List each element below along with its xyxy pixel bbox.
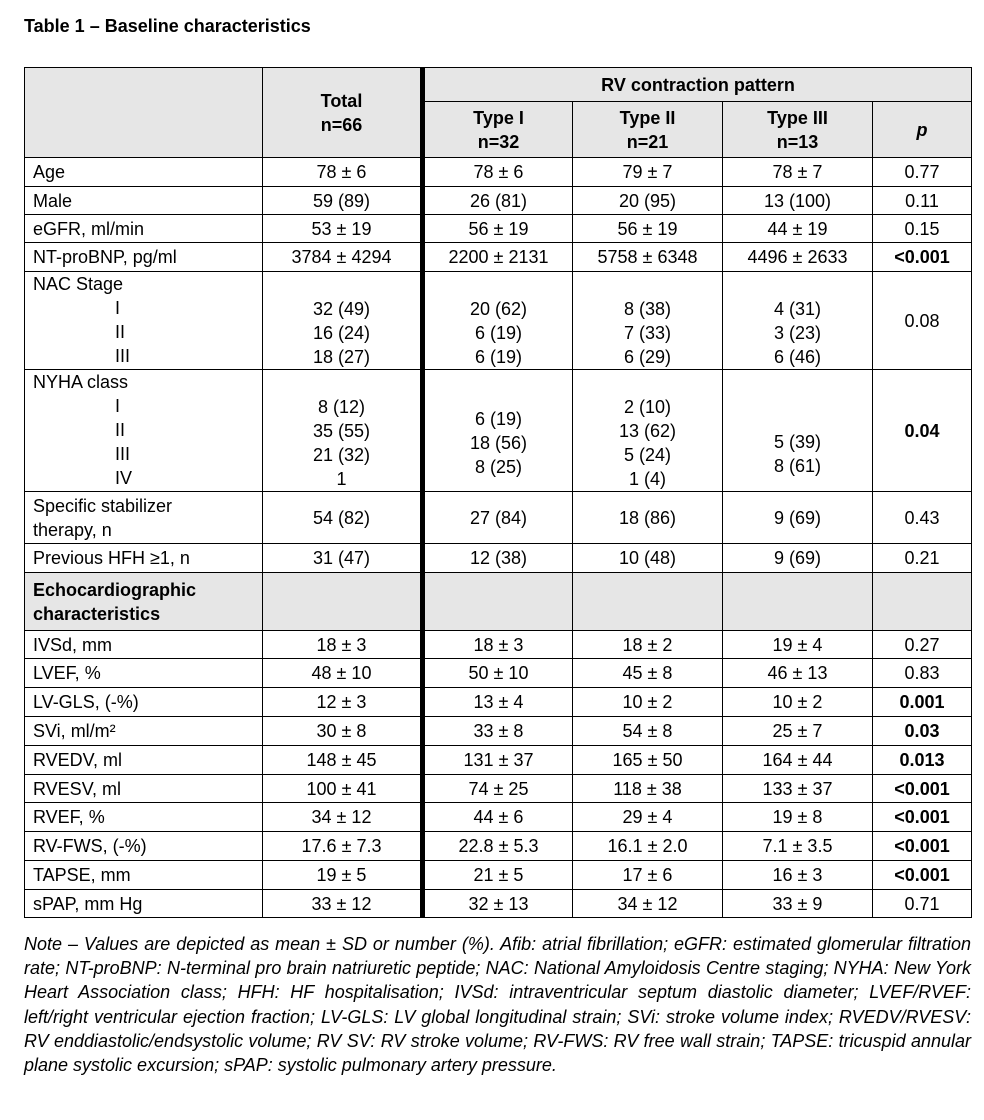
table-row (25, 688, 972, 717)
cell-type1: 12 (38) (423, 544, 573, 573)
cell-p: 0.83 (873, 659, 972, 688)
row-label: IVSd, mm (25, 631, 263, 659)
cell-total: 148 ± 45 (263, 746, 423, 775)
cell-type1: 2200 ± 2131 (423, 243, 573, 272)
row-label: Male (25, 187, 263, 215)
row-label-nac (25, 272, 263, 370)
table-row (25, 775, 972, 803)
cell-type1: 78 ± 6 (423, 158, 573, 187)
cell-type2: 10 (48) (573, 544, 723, 573)
cell-type3: 33 ± 9 (723, 890, 873, 918)
cell-total: 31 (47) (263, 544, 423, 573)
section-empty-cell (873, 573, 972, 631)
cell-p: 0.43 (873, 492, 972, 544)
cell-type3: 19 ± 4 (723, 631, 873, 659)
cell-type2: 5758 ± 6348 (573, 243, 723, 272)
cell-type1: 18 ± 3 (423, 631, 573, 659)
cell-p: 0.71 (873, 890, 972, 918)
cell-type3: 133 ± 37 (723, 775, 873, 803)
table-row (25, 215, 972, 243)
cell-value: 8 (61) (773, 455, 822, 476)
cell-total: 30 ± 8 (263, 717, 423, 746)
cell-type3: 9 (69) (723, 492, 873, 544)
cell-total: 33 ± 12 (263, 890, 423, 918)
cell-type2: 54 ± 8 (573, 717, 723, 746)
table-row (25, 544, 972, 573)
cell-value: 6 (19) (474, 347, 523, 367)
cell-value: 2 (10) (623, 397, 672, 417)
cell-value: 16 (24) (312, 323, 371, 343)
cell-type3: 10 ± 2 (723, 688, 873, 717)
cell-p: 0.04 (873, 370, 972, 492)
cell-total: 53 ± 19 (263, 215, 423, 243)
cell-type1: 50 ± 10 (423, 659, 573, 688)
cell-type1: 74 ± 25 (423, 775, 573, 803)
header-p: p (873, 102, 972, 158)
baseline-table (24, 67, 972, 918)
cell-value: 18 (27) (312, 347, 371, 367)
section-empty-cell (723, 573, 873, 631)
cell-type1: 13 ± 4 (423, 688, 573, 717)
cell-value: 6 (19) (474, 323, 523, 343)
table-row (25, 717, 972, 746)
cell-total: 12 ± 3 (263, 688, 423, 717)
cell-total: 59 (89) (263, 187, 423, 215)
cell-value: 6 (19) (474, 408, 523, 429)
row-label: RVEDV, ml (25, 746, 263, 775)
cell-p: <0.001 (873, 861, 972, 890)
cell-p: <0.001 (873, 803, 972, 832)
table-row (25, 832, 972, 861)
cell-p: <0.001 (873, 832, 972, 861)
cell-value: 4 (31) (773, 299, 822, 319)
cell-type2: 118 ± 38 (573, 775, 723, 803)
table-row (25, 803, 972, 832)
nyha-sub: IV (115, 468, 133, 488)
row-label: LV-GLS, (-%) (25, 688, 263, 717)
cell-value: 13 (62) (618, 421, 677, 441)
table-row (25, 492, 972, 544)
cell-total (263, 370, 423, 492)
cell-p: 0.013 (873, 746, 972, 775)
cell-type2: 79 ± 7 (573, 158, 723, 187)
cell-type1: 26 (81) (423, 187, 573, 215)
cell-type3: 7.1 ± 3.5 (723, 832, 873, 861)
row-label-nyha (25, 370, 263, 492)
nac-sub: II (115, 322, 126, 342)
cell-p: 0.77 (873, 158, 972, 187)
cell-p: 0.03 (873, 717, 972, 746)
cell-type2: 20 (95) (573, 187, 723, 215)
cell-type2: 56 ± 19 (573, 215, 723, 243)
table-footnote: Note – Values are depicted as mean ± SD or number (%). Afib: atrial fibrillation; eGFR: estimated glomerular filtration rate; NT-proBNP: N-terminal pro brain natriuretic peptide; NAC: National Amyloidosis Centre staging; NYHA: New York Heart Association class; HFH: HF hospitalisation; IVSd: intraventricular septum diastolic diameter; LVEF/RVEF: left/right ventricular ejection fraction; LV-GLS: LV global longitudinal strain; SVi: stroke volume index; RVEDV/RVESV: RV enddiastolic/endsystolic volume; RV SV: RV stroke volume; RV-FWS: RV free wall strain; TAPSE: tricuspid annular plane systolic excursion; sPAP: systolic pulmonary artery pressure. (24, 934, 971, 1076)
nac-label: NAC Stage (33, 274, 124, 294)
table-row (25, 890, 972, 918)
cell-total: 34 ± 12 (263, 803, 423, 832)
cell-type1: 27 (84) (423, 492, 573, 544)
row-label: Age (25, 158, 263, 187)
cell-value: 1 (336, 469, 347, 489)
cell-type3 (723, 272, 873, 370)
section-empty-cell (263, 573, 423, 631)
cell-total: 19 ± 5 (263, 861, 423, 890)
cell-p: <0.001 (873, 243, 972, 272)
cell-total: 48 ± 10 (263, 659, 423, 688)
cell-p: 0.08 (873, 272, 972, 370)
section-label-line: characteristics (33, 603, 161, 624)
cell-value: 6 (46) (773, 347, 822, 367)
nac-sub: III (115, 346, 131, 366)
cell-p: 0.27 (873, 631, 972, 659)
cell-type3 (723, 370, 873, 492)
cell-type2: 18 ± 2 (573, 631, 723, 659)
table-row-nac (25, 272, 972, 370)
row-label: eGFR, ml/min (25, 215, 263, 243)
cell-value: 18 (56) (469, 432, 528, 453)
row-label: RVEF, % (25, 803, 263, 832)
header-type2-n: n=21 (626, 131, 669, 152)
row-label: Previous HFH ≥1, n (25, 544, 263, 573)
cell-p: 0.15 (873, 215, 972, 243)
cell-value: 8 (25) (474, 456, 523, 477)
cell-type3: 9 (69) (723, 544, 873, 573)
section-header-echo (25, 573, 972, 631)
cell-type1 (423, 272, 573, 370)
section-label (25, 573, 263, 631)
nyha-sub: I (115, 396, 121, 416)
row-label: RVESV, ml (25, 775, 263, 803)
cell-total: 54 (82) (263, 492, 423, 544)
cell-type2: 34 ± 12 (573, 890, 723, 918)
cell-total: 3784 ± 4294 (263, 243, 423, 272)
row-label: sPAP, mm Hg (25, 890, 263, 918)
nac-sub: I (115, 298, 121, 318)
cell-type1: 21 ± 5 (423, 861, 573, 890)
cell-type2: 165 ± 50 (573, 746, 723, 775)
table-row (25, 861, 972, 890)
section-empty-cell (423, 573, 573, 631)
cell-type1: 22.8 ± 5.3 (423, 832, 573, 861)
table-row (25, 746, 972, 775)
row-label (25, 492, 263, 544)
cell-type2: 10 ± 2 (573, 688, 723, 717)
header-type2 (573, 102, 723, 158)
cell-type2: 17 ± 6 (573, 861, 723, 890)
table-row (25, 659, 972, 688)
cell-type3: 4496 ± 2633 (723, 243, 873, 272)
header-total-n: n=66 (320, 114, 363, 135)
cell-type1: 33 ± 8 (423, 717, 573, 746)
nyha-sub: III (115, 444, 131, 464)
cell-type3: 44 ± 19 (723, 215, 873, 243)
cell-total: 78 ± 6 (263, 158, 423, 187)
cell-type1: 32 ± 13 (423, 890, 573, 918)
header-group: RV contraction pattern (423, 68, 972, 102)
cell-value: 20 (62) (469, 299, 528, 319)
nyha-sub: II (115, 420, 126, 440)
cell-type2: 29 ± 4 (573, 803, 723, 832)
cell-total: 18 ± 3 (263, 631, 423, 659)
row-label: SVi, ml/m² (25, 717, 263, 746)
cell-type3: 19 ± 8 (723, 803, 873, 832)
cell-p: <0.001 (873, 775, 972, 803)
cell-type2 (573, 370, 723, 492)
cell-type1: 131 ± 37 (423, 746, 573, 775)
cell-type3: 78 ± 7 (723, 158, 873, 187)
header-type2-label: Type II (619, 107, 676, 128)
cell-value: 7 (33) (623, 323, 672, 343)
header-type1 (423, 102, 573, 158)
cell-p: 0.21 (873, 544, 972, 573)
cell-type3: 25 ± 7 (723, 717, 873, 746)
cell-value: 1 (4) (628, 469, 666, 489)
cell-total: 17.6 ± 7.3 (263, 832, 423, 861)
table-row (25, 243, 972, 272)
cell-type2 (573, 272, 723, 370)
row-label: RV-FWS, (-%) (25, 832, 263, 861)
header-type1-label: Type I (473, 107, 524, 128)
cell-value: 35 (55) (312, 421, 371, 441)
table-row (25, 187, 972, 215)
row-label: NT-proBNP, pg/ml (25, 243, 263, 272)
cell-value: 5 (24) (623, 445, 672, 465)
header-empty-cell (25, 68, 263, 158)
cell-total (263, 272, 423, 370)
header-total (263, 68, 423, 158)
section-label-line: Echocardiographic (33, 579, 197, 600)
cell-type3: 46 ± 13 (723, 659, 873, 688)
section-empty-cell (573, 573, 723, 631)
cell-type1: 56 ± 19 (423, 215, 573, 243)
cell-type3: 164 ± 44 (723, 746, 873, 775)
cell-value: 8 (12) (317, 397, 366, 417)
cell-type3: 16 ± 3 (723, 861, 873, 890)
cell-total: 100 ± 41 (263, 775, 423, 803)
cell-type2: 16.1 ± 2.0 (573, 832, 723, 861)
cell-value: 32 (49) (312, 299, 371, 319)
cell-type3: 13 (100) (723, 187, 873, 215)
table-row (25, 158, 972, 187)
cell-type1 (423, 370, 573, 492)
table-row (25, 631, 972, 659)
row-label: TAPSE, mm (25, 861, 263, 890)
row-label-line: therapy, n (33, 519, 112, 540)
header-type3-label: Type III (767, 107, 828, 128)
table-title: Table 1 – Baseline characteristics (24, 16, 311, 36)
cell-value: 3 (23) (773, 323, 822, 343)
header-type3 (723, 102, 873, 158)
table-row-nyha (25, 370, 972, 492)
cell-type2: 45 ± 8 (573, 659, 723, 688)
cell-p: 0.11 (873, 187, 972, 215)
row-label-line: Specific stabilizer (33, 495, 173, 516)
cell-p: 0.001 (873, 688, 972, 717)
cell-type2: 18 (86) (573, 492, 723, 544)
nyha-label: NYHA class (33, 372, 129, 392)
header-type3-n: n=13 (776, 131, 819, 152)
cell-value: 5 (39) (773, 431, 822, 452)
header-total-label: Total (320, 90, 363, 111)
cell-value: 6 (29) (623, 347, 672, 367)
cell-type1: 44 ± 6 (423, 803, 573, 832)
row-label: LVEF, % (25, 659, 263, 688)
cell-value: 8 (38) (623, 299, 672, 319)
cell-value: 21 (32) (312, 445, 371, 465)
header-type1-n: n=32 (477, 131, 520, 152)
